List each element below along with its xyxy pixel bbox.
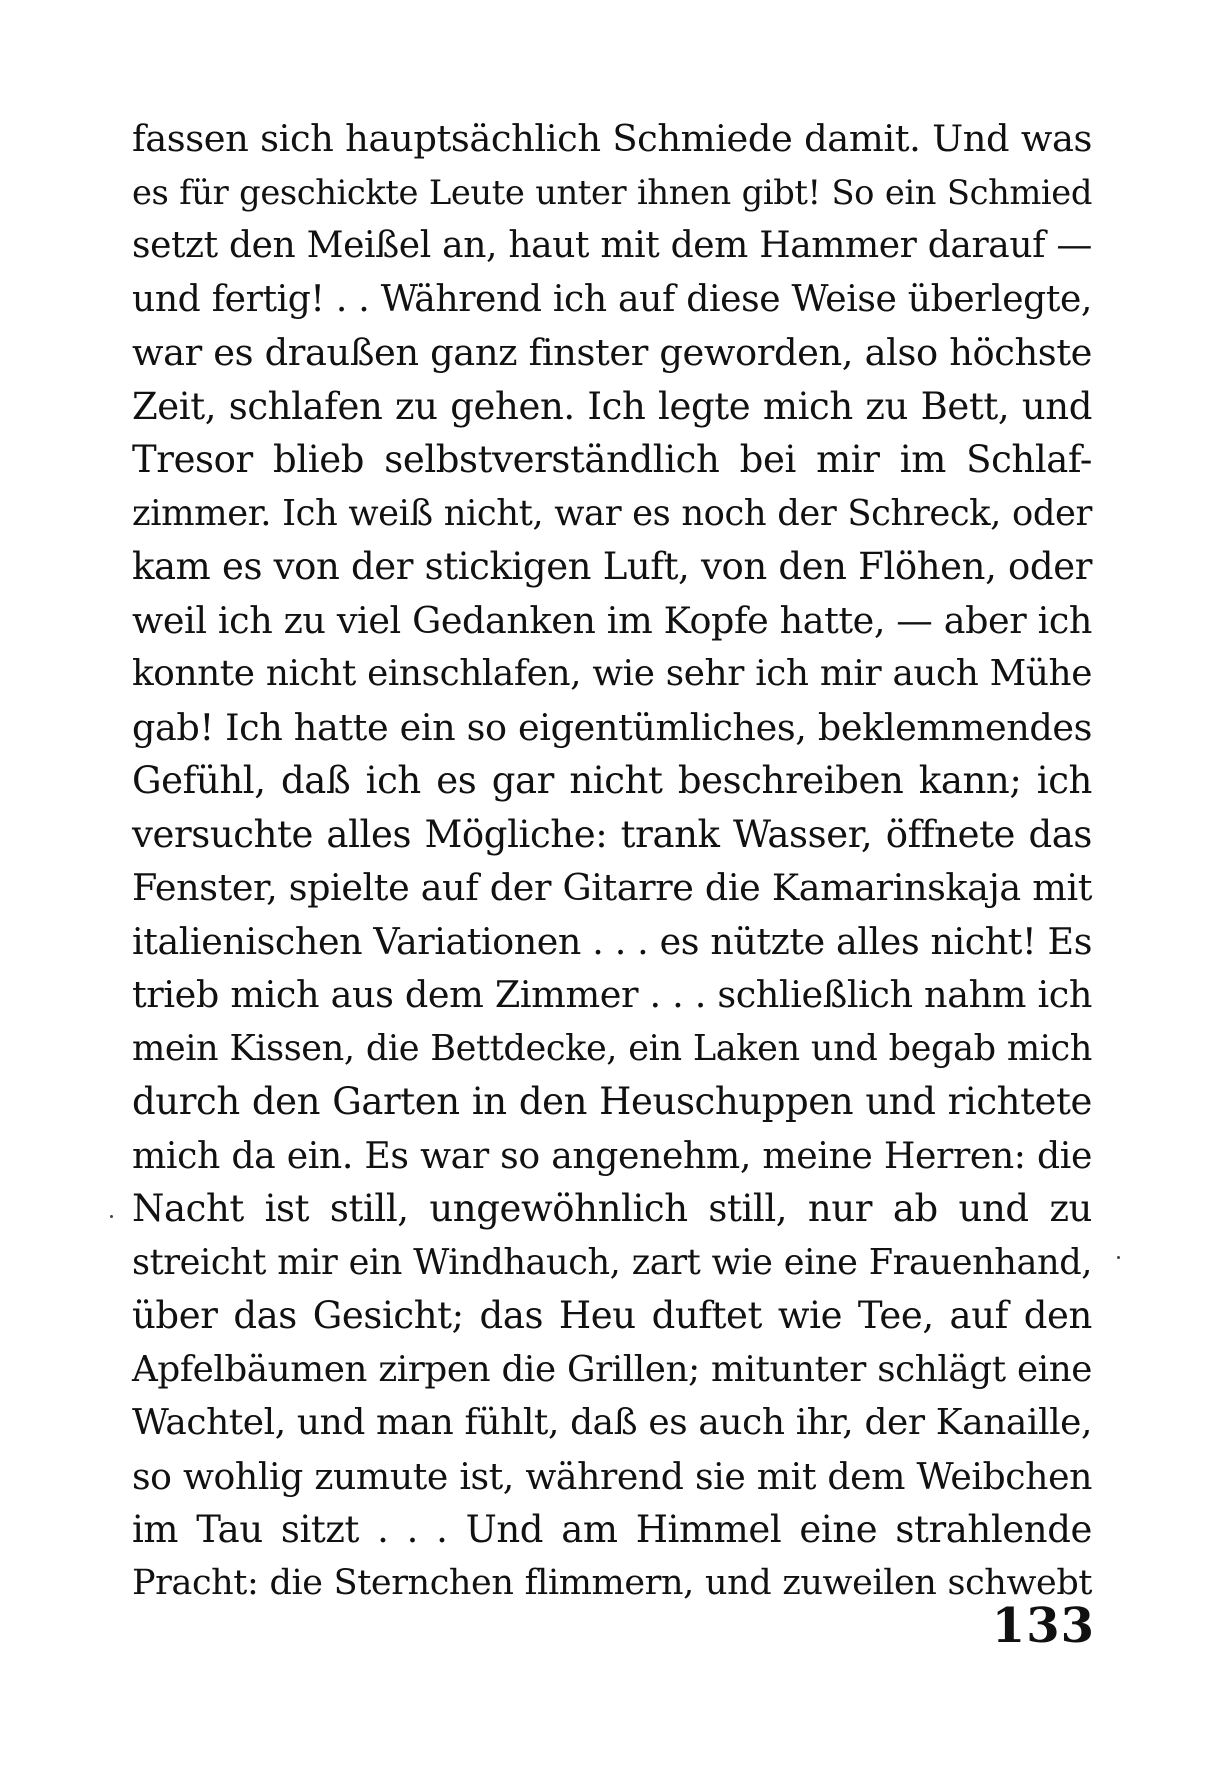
text-line: Pracht: die Sternchen flimmern, und zuweilen schwebt [132,1562,1092,1603]
paper-speck [1117,1256,1120,1259]
text-line: gab! Ich hatte ein so eigentümliches, beklemmendes [132,705,1092,749]
text-line: trieb mich aus dem Zimmer . . . schließlich nahm ich [132,973,1092,1016]
text-line: war es draußen ganz finster geworden, also höchste [132,331,1092,374]
text-line: fassen sich hauptsächlich Schmiede damit. Und was [132,117,1092,160]
text-line: im Tau sitzt . . . Und am Himmel eine strahlende [132,1508,1092,1551]
text-line: zimmer. Ich weiß nicht, war es noch der Schreck, oder [132,492,1092,534]
text-line: mich da ein. Es war so angenehm, meine Herren: die [132,1133,1092,1177]
text-line: Gefühl, daß ich es gar nicht beschreiben kann; ich [132,759,1092,802]
text-line: Zeit, schlafen zu gehen. Ich legte mich zu Bett, und [132,384,1092,428]
text-line: streicht mir ein Windhauch, zart wie eine Frauenhand, [132,1241,1092,1283]
text-line: italienischen Variationen . . . es nützte alles nicht! Es [132,919,1092,963]
text-line: kam es von der stickigen Luft, von den Flöhen, oder [132,545,1092,588]
text-line: konnte nicht einschlafen, wie sehr ich mir auch Mühe [132,653,1092,694]
paper-speck [110,1215,113,1218]
text-line: durch den Garten in den Heuschuppen und richtete [132,1080,1092,1123]
text-line: Fenster, spielte auf der Gitarre die Kamarinskaja mit [132,866,1092,909]
text-line: Apfelbäumen zirpen die Grillen; mitunter schlägt eine [132,1348,1092,1390]
text-line: und fertig! . . Während ich auf diese Weise überlegte, [132,277,1092,320]
text-line: Tresor blieb selbstverständlich bei mir im Schlaf- [132,438,1092,481]
text-line: Wachtel, und man fühlt, daß es auch ihr, der Kanaille, [132,1402,1092,1443]
text-line: versuchte alles Mögliche: trank Wasser, öffnete das [132,812,1092,856]
text-line: es für geschickte Leute unter ihnen gibt! So ein Schmied [132,172,1092,212]
body-text [132,112,1092,1610]
text-line: so wohlig zumute ist, während sie mit dem Weibchen [132,1454,1092,1498]
page-number: 133 [991,1598,1095,1654]
text-line: mein Kissen, die Bettdecke, ein Laken und begab mich [132,1027,1092,1069]
text-line: setzt den Meißel an, haut mit dem Hammer darauf — [132,225,1092,266]
text-line: Nacht ist still, ungewöhnlich still, nur ab und zu [132,1187,1092,1230]
text-line: weil ich zu viel Gedanken im Kopfe hatte, — aber ich [132,598,1092,642]
text-line: über das Gesicht; das Heu duftet wie Tee, auf den [132,1294,1092,1337]
